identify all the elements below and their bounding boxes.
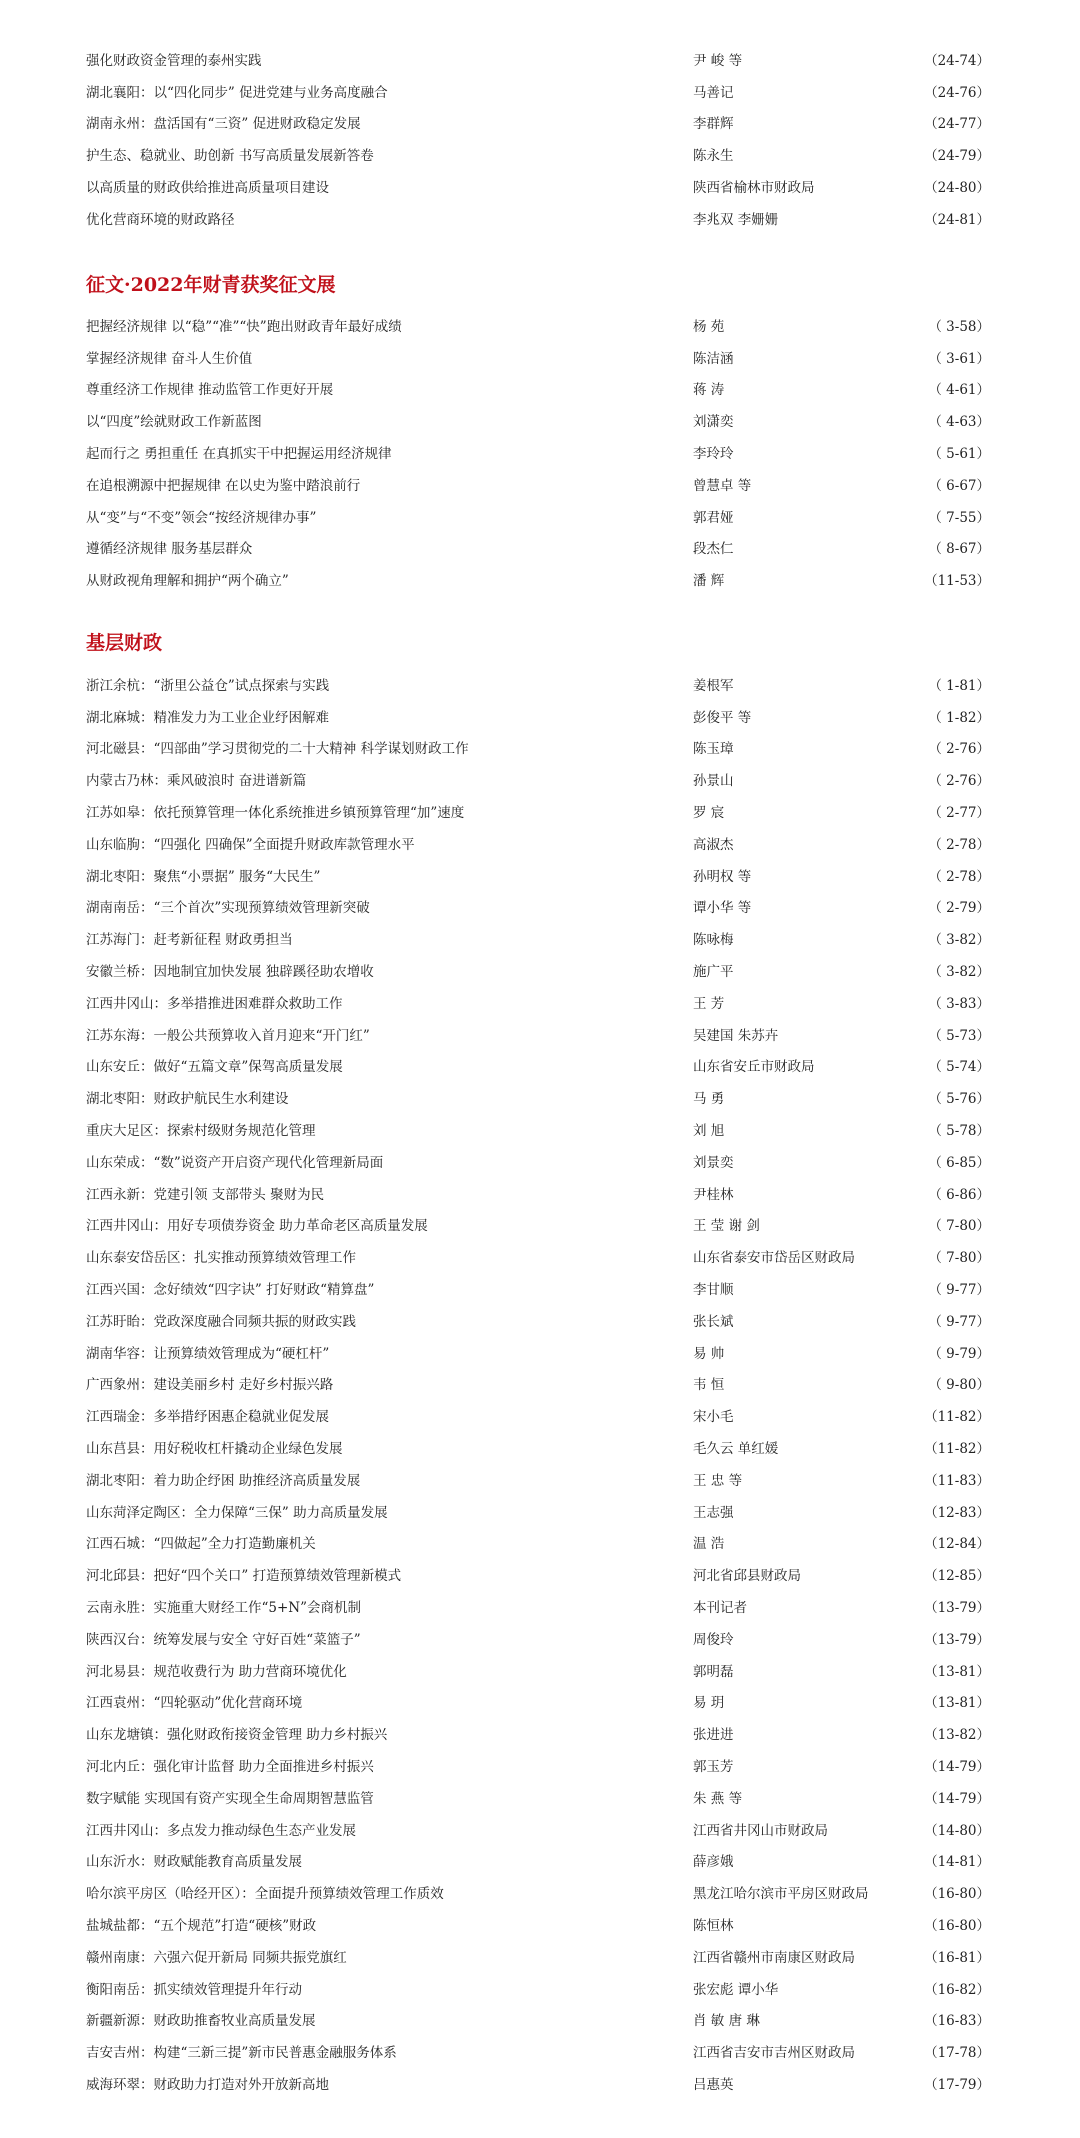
entry-issue-page: （ 5-78） bbox=[928, 1123, 990, 1140]
entry-issue-page: （14-81） bbox=[924, 1854, 990, 1871]
entry-issue-page: （ 2-77） bbox=[928, 805, 990, 822]
entry-title: 山东安丘：做好“五篇文章”保驾高质量发展 bbox=[86, 1059, 343, 1076]
toc-entry bbox=[0, 170, 1080, 202]
entry-author: 施广平 bbox=[693, 964, 734, 981]
section-continued bbox=[0, 43, 1080, 234]
entry-title: 重庆大足区：探索村级财务规范化管理 bbox=[86, 1123, 316, 1140]
entry-author: 尹桂林 bbox=[693, 1186, 734, 1203]
entry-issue-page: （14-80） bbox=[924, 1822, 990, 1839]
entry-title: 河北邱县：把好“四个关口” 打造预算绩效管理新模式 bbox=[86, 1568, 402, 1585]
entry-title: 起而行之 勇担重任 在真抓实干中把握运用经济规律 bbox=[86, 446, 392, 463]
entry-title: 江西瑞金：多举措纾困惠企稳就业促发展 bbox=[86, 1409, 329, 1426]
entry-issue-page: （ 9-77） bbox=[928, 1282, 990, 1299]
entry-issue-page: （ 4-63） bbox=[928, 414, 990, 431]
toc-entry bbox=[0, 732, 1080, 764]
entry-title: 山东沂水：财政赋能教育高质量发展 bbox=[86, 1854, 302, 1871]
toc-entry bbox=[0, 373, 1080, 405]
entry-author: 本刊记者 bbox=[693, 1600, 747, 1616]
entry-author: 陈咏梅 bbox=[693, 932, 734, 949]
entry-author: 李兆双 李姗姗 bbox=[693, 211, 779, 228]
toc-entry bbox=[0, 922, 1080, 954]
entry-author: 吴建国 朱苏卉 bbox=[693, 1027, 779, 1044]
entry-issue-page: （ 7-80） bbox=[928, 1218, 990, 1235]
toc-entry bbox=[0, 986, 1080, 1018]
entry-issue-page: （12-84） bbox=[924, 1536, 990, 1553]
entry-author: 河北省邱县财政局 bbox=[693, 1568, 801, 1585]
toc-entry bbox=[0, 1145, 1080, 1177]
entry-issue-page: （13-79） bbox=[924, 1600, 990, 1616]
section-heading-grassroots: 基层财政 bbox=[86, 632, 163, 654]
entry-title: 哈尔滨平房区（哈经开区）：全面提升预算绩效管理工作质效 bbox=[86, 1886, 444, 1903]
entry-title: 湖南永州：盘活国有“三资” 促进财政稳定发展 bbox=[86, 116, 361, 133]
entry-issue-page: （11-53） bbox=[924, 573, 990, 590]
entry-author: 张进进 bbox=[693, 1727, 734, 1744]
entry-issue-page: （ 7-55） bbox=[928, 509, 990, 526]
entry-title: 湖北枣阳：着力助企纾困 助推经济高质量发展 bbox=[86, 1472, 361, 1489]
toc-entry bbox=[0, 1177, 1080, 1209]
entry-title: 湖北枣阳：财政护航民生水利建设 bbox=[86, 1091, 289, 1108]
entry-title: 湖南华容：让预算绩效管理成为“硬杠杆” bbox=[86, 1345, 330, 1362]
entry-author: 宋小毛 bbox=[693, 1409, 734, 1426]
entry-title: 陕西汉台：统筹发展与安全 守好百姓“菜篮子” bbox=[86, 1631, 361, 1648]
entry-title: 江西井冈山：多举措推进困难群众救助工作 bbox=[86, 995, 343, 1012]
toc-entry bbox=[0, 954, 1080, 986]
entry-issue-page: （13-82） bbox=[924, 1727, 990, 1744]
toc-entry bbox=[0, 763, 1080, 795]
entry-author: 郭君娅 bbox=[693, 509, 734, 526]
entry-author: 李甘顺 bbox=[693, 1282, 734, 1299]
entry-author: 陕西省榆林市财政局 bbox=[693, 180, 815, 197]
toc-entry bbox=[0, 202, 1080, 234]
entry-author: 李玲玲 bbox=[693, 446, 734, 463]
toc-entry bbox=[0, 1018, 1080, 1050]
toc-entry bbox=[0, 859, 1080, 891]
toc-entry bbox=[0, 563, 1080, 595]
entry-author: 陈玉璋 bbox=[693, 741, 734, 758]
toc-entry bbox=[0, 500, 1080, 532]
entry-issue-page: （ 6-67） bbox=[928, 477, 990, 494]
toc-entry bbox=[0, 1940, 1080, 1972]
entry-title: 江西袁州：“四轮驱动”优化营商环境 bbox=[86, 1695, 303, 1712]
entry-title: 云南永胜：实施重大财经工作“5+N”会商机制 bbox=[86, 1600, 362, 1616]
toc-entry bbox=[0, 1495, 1080, 1527]
entry-issue-page: （ 5-61） bbox=[928, 446, 990, 463]
entry-author: 易 帅 bbox=[693, 1345, 725, 1362]
entry-issue-page: （13-81） bbox=[924, 1695, 990, 1712]
entry-author: 江西省井冈山市财政局 bbox=[693, 1822, 828, 1839]
entry-issue-page: （17-79） bbox=[924, 2076, 990, 2093]
toc-entry bbox=[0, 404, 1080, 436]
entry-title: 强化财政资金管理的泰州实践 bbox=[86, 52, 262, 69]
entry-issue-page: （ 8-67） bbox=[928, 541, 990, 558]
entry-author: 谭小华 等 bbox=[693, 900, 752, 917]
entry-author: 潘 辉 bbox=[693, 573, 725, 590]
toc-entry bbox=[0, 795, 1080, 827]
entry-author: 罗 宸 bbox=[693, 805, 725, 822]
entry-issue-page: （ 5-74） bbox=[928, 1059, 990, 1076]
entry-author: 温 浩 bbox=[693, 1536, 725, 1553]
toc-entry bbox=[0, 1908, 1080, 1940]
toc-entry bbox=[0, 43, 1080, 75]
entry-title: 湖北襄阳：以“四化同步” 促进党建与业务高度融合 bbox=[86, 84, 388, 101]
entry-issue-page: （ 3-61） bbox=[928, 350, 990, 367]
toc-entry bbox=[0, 2003, 1080, 2035]
toc-entry bbox=[0, 468, 1080, 500]
entry-title: 威海环翠：财政助力打造对外开放新高地 bbox=[86, 2076, 329, 2093]
toc-entry bbox=[0, 107, 1080, 139]
entry-author: 山东省泰安市岱岳区财政局 bbox=[693, 1250, 855, 1267]
entry-title: 护生态、稳就业、助创新 书写高质量发展新答卷 bbox=[86, 148, 374, 165]
entry-issue-page: （14-79） bbox=[924, 1758, 990, 1775]
entry-issue-page: （ 2-76） bbox=[928, 773, 990, 790]
entry-issue-page: （ 3-82） bbox=[928, 932, 990, 949]
entry-author: 孙明权 等 bbox=[693, 868, 752, 885]
entry-author: 曾慧卓 等 bbox=[693, 477, 752, 494]
entry-author: 郭玉芳 bbox=[693, 1758, 734, 1775]
entry-author: 蒋 涛 bbox=[693, 382, 725, 399]
entry-issue-page: （16-82） bbox=[924, 1981, 990, 1998]
entry-title: 浙江余杭：“浙里公益仓”试点探索与实践 bbox=[86, 677, 330, 694]
toc-entry bbox=[0, 1304, 1080, 1336]
entry-author: 山东省安丘市财政局 bbox=[693, 1059, 815, 1076]
entry-issue-page: （ 2-79） bbox=[928, 900, 990, 917]
entry-issue-page: （24-77） bbox=[924, 116, 990, 133]
entry-author: 高淑杰 bbox=[693, 836, 734, 853]
entry-issue-page: （16-80） bbox=[924, 1886, 990, 1903]
toc-entry bbox=[0, 1209, 1080, 1241]
entry-title: 内蒙古乃林：乘风破浪时 奋进谱新篇 bbox=[86, 773, 307, 790]
entry-title: 山东临朐：“四强化 四确保”全面提升财政库款管理水平 bbox=[86, 836, 415, 853]
entry-title: 山东龙塘镇：强化财政衔接资金管理 助力乡村振兴 bbox=[86, 1727, 388, 1744]
entry-author: 陈永生 bbox=[693, 148, 734, 165]
entry-author: 杨 苑 bbox=[693, 318, 725, 335]
entry-title: 山东菏泽定陶区：全力保障“三保” 助力高质量发展 bbox=[86, 1504, 388, 1521]
entry-title: 把握经济规律 以“稳”“准”“快”跑出财政青年最好成绩 bbox=[86, 318, 402, 335]
entry-title: 河北易县：规范收费行为 助力营商环境优化 bbox=[86, 1663, 347, 1680]
entry-issue-page: （ 3-83） bbox=[928, 995, 990, 1012]
entry-title: 湖南南岳：“三个首次”实现预算绩效管理新突破 bbox=[86, 900, 370, 917]
entry-title: 优化营商环境的财政路径 bbox=[86, 211, 235, 228]
entry-title: 江苏东海：一般公共预算收入首月迎来“开门红” bbox=[86, 1027, 370, 1044]
entry-author: 李群辉 bbox=[693, 116, 734, 133]
entry-issue-page: （16-80） bbox=[924, 1917, 990, 1934]
entry-issue-page: （ 6-85） bbox=[928, 1154, 990, 1171]
entry-title: 安徽兰桥：因地制宜加快发展 独辟蹊径助农增收 bbox=[86, 964, 374, 981]
entry-author: 王 芳 bbox=[693, 995, 725, 1012]
entry-issue-page: （ 1-82） bbox=[928, 709, 990, 726]
entry-issue-page: （ 5-76） bbox=[928, 1091, 990, 1108]
entry-author: 马 勇 bbox=[693, 1091, 725, 1108]
toc-entry bbox=[0, 1050, 1080, 1082]
entry-title: 江西永新：党建引领 支部带头 聚财为民 bbox=[86, 1186, 325, 1203]
toc-entry bbox=[0, 532, 1080, 564]
entry-issue-page: （11-82） bbox=[924, 1409, 990, 1426]
toc-entry bbox=[0, 341, 1080, 373]
entry-issue-page: （ 2-78） bbox=[928, 868, 990, 885]
entry-author: 刘景奕 bbox=[693, 1154, 734, 1171]
entry-issue-page: （11-82） bbox=[924, 1441, 990, 1458]
toc-entry bbox=[0, 827, 1080, 859]
entry-title: 江西井冈山：用好专项债券资金 助力革命老区高质量发展 bbox=[86, 1218, 428, 1235]
entry-author: 黑龙江哈尔滨市平房区财政局 bbox=[693, 1886, 869, 1903]
entry-title: 以“四度”绘就财政工作新蓝图 bbox=[86, 414, 262, 431]
toc-entry bbox=[0, 1368, 1080, 1400]
toc-entry bbox=[0, 700, 1080, 732]
entry-title: 衡阳南岳：抓实绩效管理提升年行动 bbox=[86, 1981, 302, 1998]
entry-issue-page: （24-76） bbox=[924, 84, 990, 101]
entry-author: 吕惠英 bbox=[693, 2076, 734, 2093]
toc-entry bbox=[0, 1272, 1080, 1304]
entry-issue-page: （ 9-77） bbox=[928, 1313, 990, 1330]
entry-author: 彭俊平 等 bbox=[693, 709, 752, 726]
toc-entry bbox=[0, 1813, 1080, 1845]
toc-entry bbox=[0, 668, 1080, 700]
toc-entry bbox=[0, 1527, 1080, 1559]
entry-author: 薛彦娥 bbox=[693, 1854, 734, 1871]
toc-entry bbox=[0, 1463, 1080, 1495]
entry-title: 赣州南康：六强六促开新局 同频共振党旗红 bbox=[86, 1949, 347, 1966]
toc-entry bbox=[0, 1336, 1080, 1368]
toc-entry bbox=[0, 1654, 1080, 1686]
entry-issue-page: （14-79） bbox=[924, 1790, 990, 1807]
toc-entry bbox=[0, 309, 1080, 341]
entry-issue-page: （ 3-82） bbox=[928, 964, 990, 981]
entry-issue-page: （ 9-80） bbox=[928, 1377, 990, 1394]
entry-issue-page: （ 2-78） bbox=[928, 836, 990, 853]
toc-entry bbox=[0, 2035, 1080, 2067]
entry-author: 朱 燕 等 bbox=[693, 1790, 743, 1807]
entry-author: 毛久云 单红媛 bbox=[693, 1441, 779, 1458]
entry-issue-page: （24-79） bbox=[924, 148, 990, 165]
entry-author: 陈恒林 bbox=[693, 1917, 734, 1934]
entry-title: 山东泰安岱岳区：扎实推动预算绩效管理工作 bbox=[86, 1250, 356, 1267]
toc-entry bbox=[0, 1717, 1080, 1749]
entry-title: 从财政视角理解和拥护“两个确立” bbox=[86, 573, 289, 590]
entry-issue-page: （ 4-61） bbox=[928, 382, 990, 399]
section-heading-essay: 征文·2022年财青获奖征文展 bbox=[86, 274, 336, 296]
toc-entry bbox=[0, 1113, 1080, 1145]
entry-title: 江西石城：“四做起”全力打造勤廉机关 bbox=[86, 1536, 316, 1553]
entry-author: 张长斌 bbox=[693, 1313, 734, 1330]
entry-issue-page: （ 3-58） bbox=[928, 318, 990, 335]
entry-title: 江苏海门：赶考新征程 财政勇担当 bbox=[86, 932, 293, 949]
toc-entry bbox=[0, 1081, 1080, 1113]
toc-entry bbox=[0, 75, 1080, 107]
entry-title: 湖北枣阳：聚焦“小票据” 服务“大民生” bbox=[86, 868, 321, 885]
entry-author: 尹 峻 等 bbox=[693, 52, 743, 69]
entry-title: 江西井冈山：多点发力推动绿色生态产业发展 bbox=[86, 1822, 356, 1839]
entry-issue-page: （24-81） bbox=[924, 211, 990, 228]
entry-issue-page: （11-83） bbox=[924, 1472, 990, 1489]
entry-author: 陈洁涵 bbox=[693, 350, 734, 367]
entry-title: 河北磁县：“四部曲”学习贯彻党的二十大精神 科学谋划财政工作 bbox=[86, 741, 469, 758]
entry-issue-page: （12-85） bbox=[924, 1568, 990, 1585]
toc-entry bbox=[0, 1240, 1080, 1272]
toc-entry bbox=[0, 1844, 1080, 1876]
toc-entry bbox=[0, 1749, 1080, 1781]
entry-issue-page: （ 2-76） bbox=[928, 741, 990, 758]
entry-author: 刘 旭 bbox=[693, 1123, 725, 1140]
entry-author: 王志强 bbox=[693, 1504, 734, 1521]
entry-title: 尊重经济工作规律 推动监管工作更好开展 bbox=[86, 382, 334, 399]
entry-issue-page: （13-81） bbox=[924, 1663, 990, 1680]
entry-author: 周俊玲 bbox=[693, 1631, 734, 1648]
entry-title: 江苏如皋：依托预算管理一体化系统推进乡镇预算管理“加”速度 bbox=[86, 805, 465, 822]
entry-title: 江苏盱眙：党政深度融合同频共振的财政实践 bbox=[86, 1313, 356, 1330]
entry-author: 肖 敏 唐 琳 bbox=[693, 2013, 760, 2030]
entry-title: 山东莒县：用好税收杠杆撬动企业绿色发展 bbox=[86, 1441, 343, 1458]
toc-entry bbox=[0, 1590, 1080, 1622]
section-essay bbox=[0, 309, 1080, 595]
toc-entry bbox=[0, 138, 1080, 170]
toc-entry bbox=[0, 2067, 1080, 2099]
entry-issue-page: （24-74） bbox=[924, 52, 990, 69]
entry-issue-page: （16-81） bbox=[924, 1949, 990, 1966]
entry-author: 韦 恒 bbox=[693, 1377, 725, 1394]
entry-title: 在追根溯源中把握规律 在以史为鉴中踏浪前行 bbox=[86, 477, 361, 494]
entry-title: 从“变”与“不变”领会“按经济规律办事” bbox=[86, 509, 317, 526]
toc-entry bbox=[0, 1399, 1080, 1431]
entry-issue-page: （ 1-81） bbox=[928, 677, 990, 694]
entry-title: 遵循经济规律 服务基层群众 bbox=[86, 541, 253, 558]
entry-author: 王 莹 谢 剑 bbox=[693, 1218, 760, 1235]
entry-author: 姜根军 bbox=[693, 677, 734, 694]
entry-issue-page: （ 7-80） bbox=[928, 1250, 990, 1267]
entry-issue-page: （13-79） bbox=[924, 1631, 990, 1648]
entry-title: 盐城盐都：“五个规范”打造“硬核”财政 bbox=[86, 1917, 317, 1934]
entry-issue-page: （17-78） bbox=[924, 2045, 990, 2062]
entry-author: 王 忠 等 bbox=[693, 1472, 743, 1489]
entry-author: 刘潇奕 bbox=[693, 414, 734, 431]
toc-entry bbox=[0, 891, 1080, 923]
entry-issue-page: （24-80） bbox=[924, 180, 990, 197]
toc-entry bbox=[0, 1972, 1080, 2004]
toc-entry bbox=[0, 1431, 1080, 1463]
entry-author: 孙景山 bbox=[693, 773, 734, 790]
entry-title: 以高质量的财政供给推进高质量项目建设 bbox=[86, 180, 329, 197]
toc-entry bbox=[0, 1686, 1080, 1718]
toc-entry bbox=[0, 1781, 1080, 1813]
toc-entry bbox=[0, 436, 1080, 468]
entry-author: 江西省赣州市南康区财政局 bbox=[693, 1949, 855, 1966]
entry-title: 湖北麻城：精准发力为工业企业纾困解难 bbox=[86, 709, 329, 726]
entry-author: 张宏彪 谭小华 bbox=[693, 1981, 779, 1998]
entry-issue-page: （16-83） bbox=[924, 2013, 990, 2030]
entry-title: 广西象州：建设美丽乡村 走好乡村振兴路 bbox=[86, 1377, 334, 1394]
entry-title: 吉安吉州：构建“三新三提”新市民普惠金融服务体系 bbox=[86, 2045, 397, 2062]
entry-author: 江西省吉安市吉州区财政局 bbox=[693, 2045, 855, 2062]
entry-title: 数字赋能 实现国有资产实现全生命周期智慧监管 bbox=[86, 1790, 374, 1807]
entry-author: 易 玥 bbox=[693, 1695, 725, 1712]
entry-author: 马善记 bbox=[693, 84, 734, 101]
entry-title: 山东荣成：“数”说资产开启资产现代化管理新局面 bbox=[86, 1154, 384, 1171]
entry-issue-page: （ 6-86） bbox=[928, 1186, 990, 1203]
toc-entry bbox=[0, 1558, 1080, 1590]
toc-entry bbox=[0, 1876, 1080, 1908]
entry-author: 段杰仁 bbox=[693, 541, 734, 558]
entry-issue-page: （ 5-73） bbox=[928, 1027, 990, 1044]
entry-issue-page: （ 9-79） bbox=[928, 1345, 990, 1362]
entry-title: 掌握经济规律 奋斗人生价值 bbox=[86, 350, 253, 367]
section-grassroots bbox=[0, 668, 1080, 2099]
entry-title: 河北内丘：强化审计监督 助力全面推进乡村振兴 bbox=[86, 1758, 374, 1775]
entry-issue-page: （12-83） bbox=[924, 1504, 990, 1521]
entry-title: 新疆新源：财政助推畜牧业高质量发展 bbox=[86, 2013, 316, 2030]
entry-title: 江西兴国：念好绩效“四字诀” 打好财政“精算盘” bbox=[86, 1282, 375, 1299]
toc-entry bbox=[0, 1622, 1080, 1654]
entry-author: 郭明磊 bbox=[693, 1663, 734, 1680]
